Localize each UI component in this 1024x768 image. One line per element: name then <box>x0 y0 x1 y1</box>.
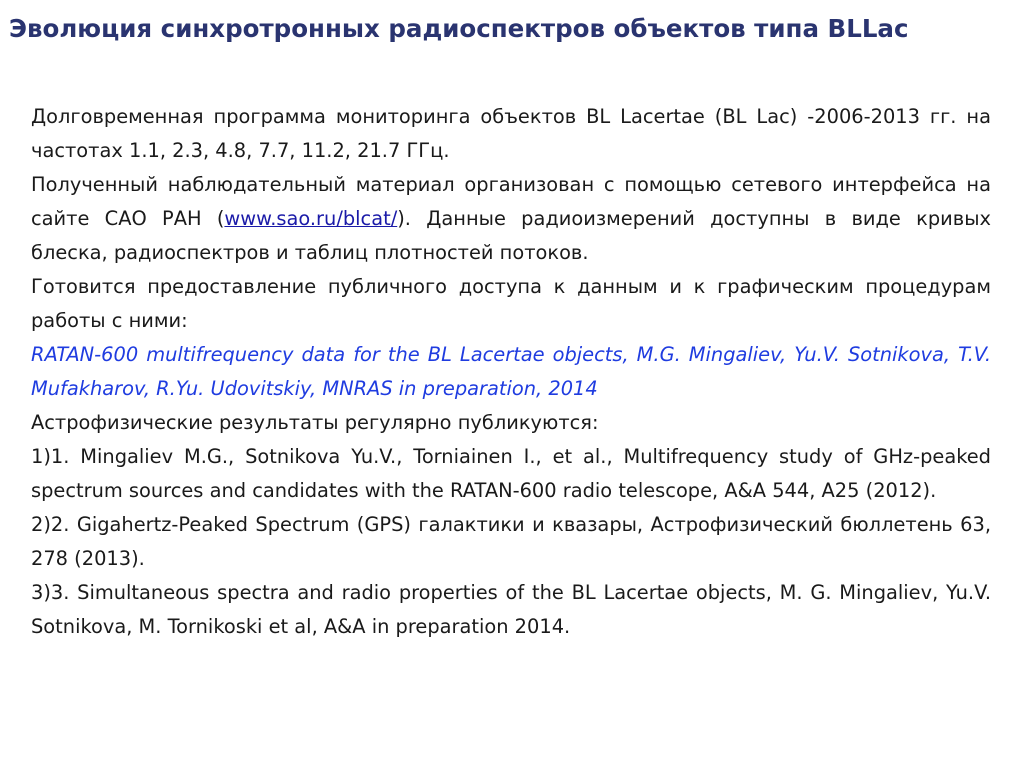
material-text-after-link: ). Данные радиоизмерений доступны в виде кривых блеска, радиоспектров и таблиц плотностей потоков. <box>31 207 991 264</box>
results-heading: Астрофизические результаты регулярно публикуются: <box>31 411 599 434</box>
reference-item-3: 3)3. Simultaneous spectra and radio properties of the BL Lacertae objects, M. G. Mingaliev, Yu.V. Sotnikova, M. Tornikoski et al, A&A in preparation 2014. <box>31 581 991 638</box>
slide-title: Эволюция синхротронных радиоспектров объектов типа BLLac <box>9 14 909 43</box>
sao-blcat-link[interactable]: www.sao.ru/blcat/ <box>224 207 398 230</box>
material-text-before-link: Полученный наблюдательный материал организован с помощью сетевого интерфейса на сайте САО РАН ( <box>31 173 991 230</box>
reference-item-1: 1)1. Mingaliev M.G., Sotnikova Yu.V., Torniainen I., et al., Multifrequency study of GHz-peaked spectrum sources and candidates with the RATAN-600 radio telescope, A&A 544, A25 (2012). <box>31 445 991 502</box>
slide-body <box>31 100 991 644</box>
ratan-reference: RATAN-600 multifrequency data for the BL Lacertae objects, M.G. Mingaliev, Yu.V. Sotnikova, T.V. Mufakharov, R.Yu. Udovitskiy, MNRAS in preparation, 2014 <box>31 343 991 400</box>
program-paragraph: Долговременная программа мониторинга объектов BL Lacertae (BL Lac) -2006-2013 гг. на частотах 1.1, 2.3, 4.8, 7.7, 11.2, 21.7 ГГц. <box>31 105 991 162</box>
material-paragraph <box>31 168 991 270</box>
reference-item-2: 2)2. Gigahertz-Peaked Spectrum (GPS) галактики и квазары, Астрофизический бюллетень 63, 278 (2013). <box>31 513 991 570</box>
public-access-paragraph: Готовится предоставление публичного доступа к данным и к графическим процедурам работы с ними: <box>31 275 991 332</box>
